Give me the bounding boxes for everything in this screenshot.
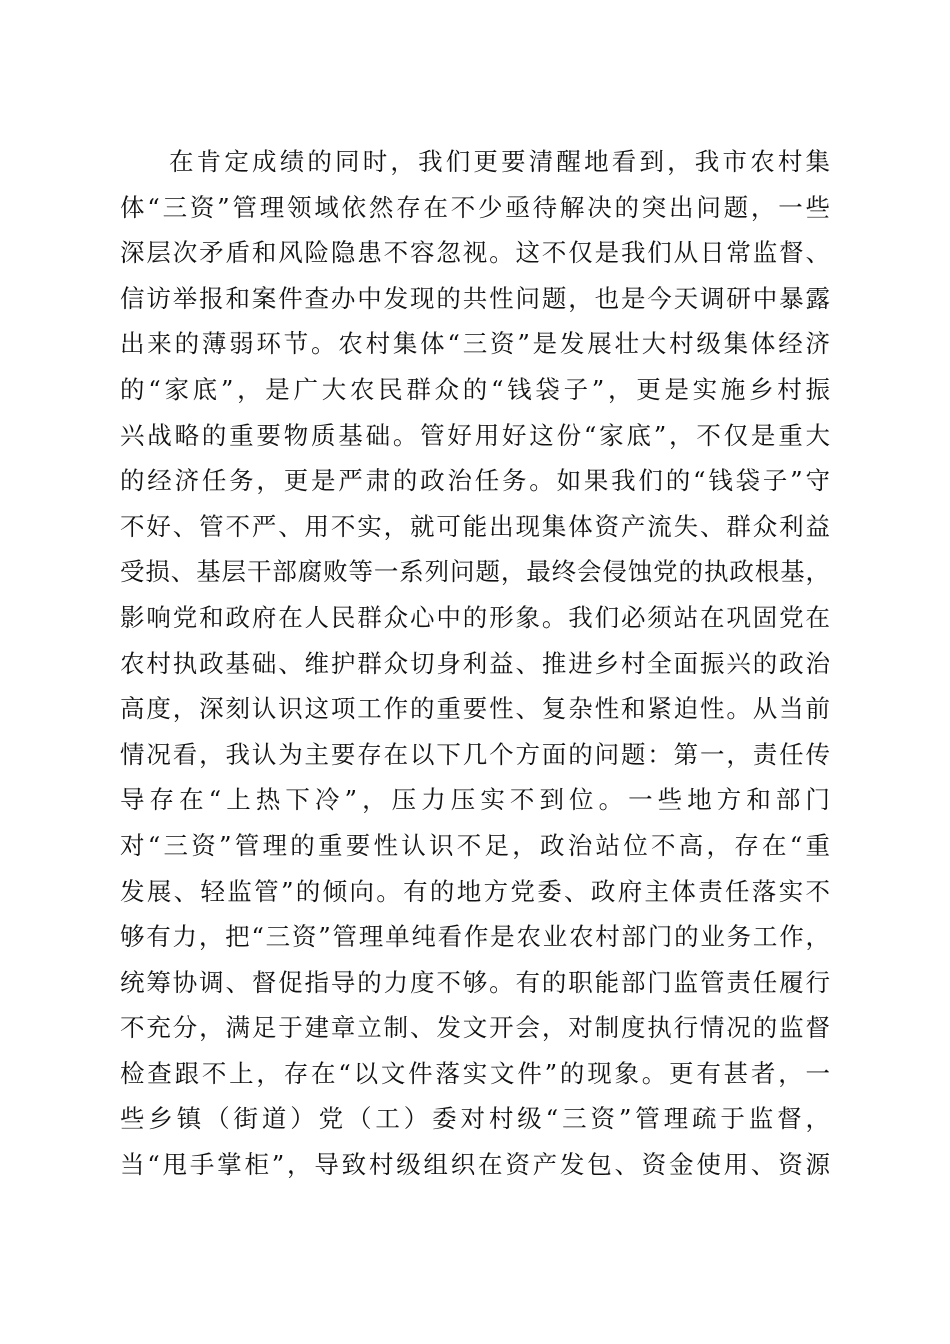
body-paragraph <box>120 139 830 1188</box>
paragraph-line: 检查跟不上，存在“以文件落实文件”的现象。更有甚者，一 <box>120 1058 830 1088</box>
paragraph-line: 发展、轻监管”的倾向。有的地方党委、政府主体责任落实不 <box>120 876 830 906</box>
paragraph-line: 影响党和政府在人民群众心中的形象。我们必须站在巩固党在 <box>120 602 830 632</box>
paragraph-line: 不充分，满足于建章立制、发文开会，对制度执行情况的监督 <box>120 1013 830 1043</box>
paragraph-line: 统筹协调、督促指导的力度不够。有的职能部门监管责任履行 <box>120 967 830 997</box>
paragraph-line: 兴战略的重要物质基础。管好用好这份“家底”，不仅是重大 <box>120 420 830 450</box>
paragraph-line: 当“甩手掌柜”，导致村级组织在资产发包、资金使用、资源 <box>120 1150 830 1180</box>
paragraph-line: 导存在“上热下冷”，压力压实不到位。一些地方和部门 <box>120 785 830 815</box>
paragraph-line: 深层次矛盾和风险隐患不容忽视。这不仅是我们从日常监督、 <box>120 238 830 268</box>
paragraph-line: 信访举报和案件查办中发现的共性问题，也是今天调研中暴露 <box>120 283 830 313</box>
paragraph-line: 农村执政基础、维护群众切身利益、推进乡村全面振兴的政治 <box>120 648 830 678</box>
paragraph-line: 的“家底”，是广大农民群众的“钱袋子”，更是实施乡村振 <box>120 374 830 404</box>
paragraph-line: 在肯定成绩的同时，我们更要清醒地看到，我市农村集 <box>169 147 830 176</box>
paragraph-line: 受损、基层干部腐败等一系列问题，最终会侵蚀党的执政根基， <box>120 557 830 587</box>
paragraph-line: 的经济任务，更是严肃的政治任务。如果我们的“钱袋子”守 <box>120 466 830 496</box>
paragraph-line: 情况看，我认为主要存在以下几个方面的问题：第一，责任传 <box>120 739 830 769</box>
paragraph-line: 体“三资”管理领域依然存在不少亟待解决的突出问题，一些 <box>120 192 830 222</box>
paragraph-line: 高度，深刻认识这项工作的重要性、复杂性和紧迫性。从当前 <box>120 694 830 724</box>
paragraph-line: 不好、管不严、用不实，就可能出现集体资产流失、群众利益 <box>120 511 830 541</box>
paragraph-line: 些乡镇（街道）党（工）委对村级“三资”管理疏于监督， <box>120 1104 830 1134</box>
paragraph-line: 出来的薄弱环节。农村集体“三资”是发展壮大村级集体经济 <box>120 329 830 359</box>
paragraph-line: 够有力，把“三资”管理单纯看作是农业农村部门的业务工作， <box>120 922 830 952</box>
paragraph-line: 对“三资”管理的重要性认识不足，政治站位不高，存在“重 <box>120 830 830 860</box>
